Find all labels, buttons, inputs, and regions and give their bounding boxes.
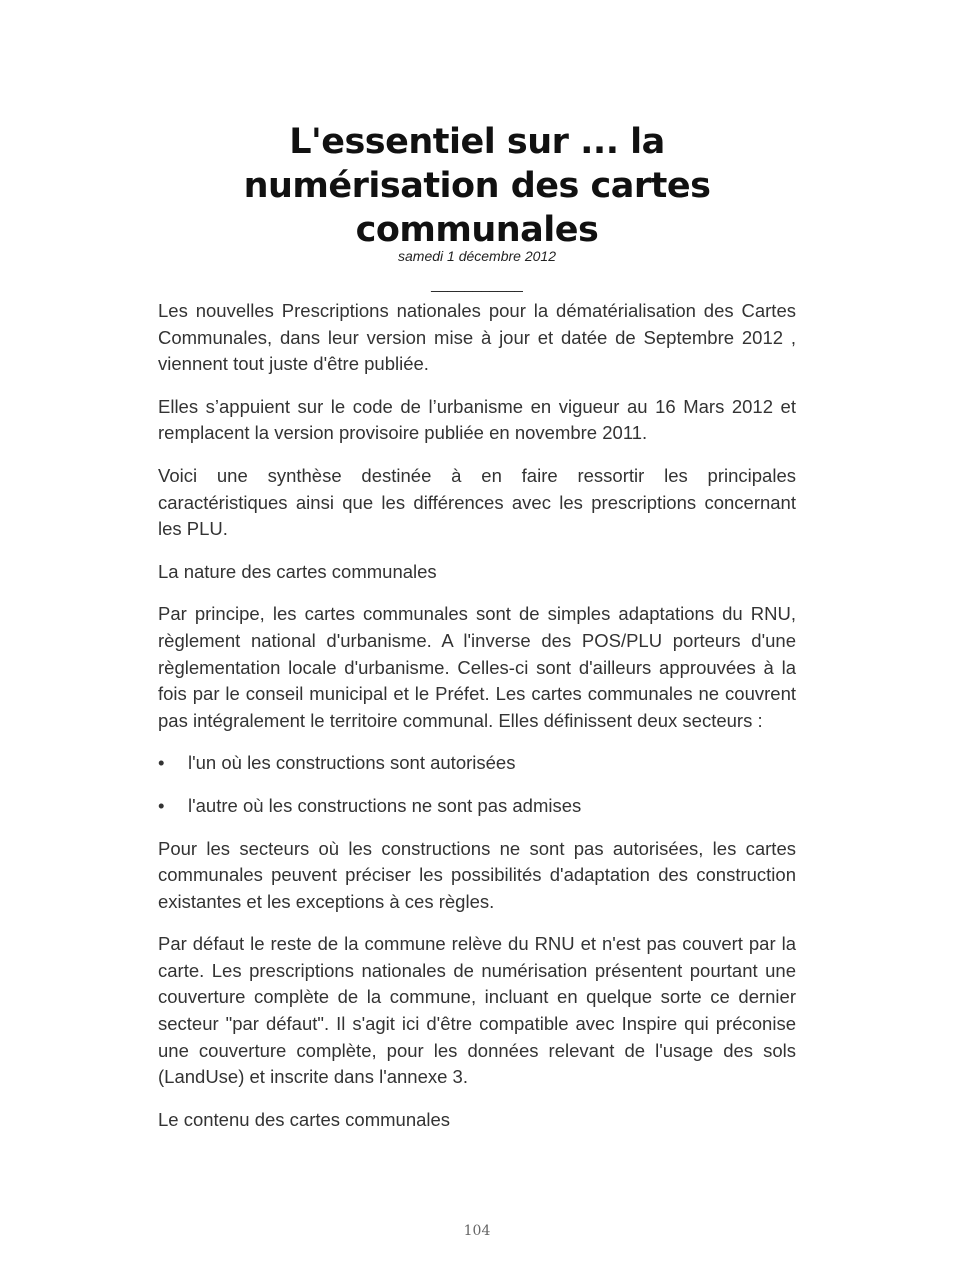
paragraph-synthese: Voici une synthèse destinée à en faire ressortir les principales caractéristiques ainsi que les différences avec les prescriptions concernant les PLU. xyxy=(158,464,796,540)
page-number: 104 xyxy=(463,1223,491,1239)
title-separator: ___________ xyxy=(431,276,523,293)
bullet-icon: • xyxy=(158,752,165,774)
page-title: L'essentiel sur ... la numérisation des cartes communales xyxy=(243,122,711,250)
list-item xyxy=(158,793,796,820)
section-heading-nature: La nature des cartes communales xyxy=(158,560,437,582)
paragraph-defaut: Par défaut le reste de la commune relève du RNU et n'est pas couvert par la carte. Les prescriptions nationales de numérisation présentent pourtant une couverture complète de la commune, incluant en quelque sorte ce dernier secteur "par défaut". Il s'agit ici d'être compatible avec Inspire qui préconise une couverture complète, pour les données relevant de l'usage des sols (LandUse) et inscrite dans l'annexe 3. xyxy=(158,933,796,1088)
section-heading-contenu: Le contenu des cartes communales xyxy=(158,1108,451,1130)
paragraph-intro: Les nouvelles Prescriptions nationales pour la dématérialisation des Cartes Communales, dans leur version mise à jour et datée de Septembre 2012 , viennent tout juste d'être publiée. xyxy=(158,300,796,375)
bullet-icon: • xyxy=(158,794,165,816)
paragraph-principe: Par principe, les cartes communales sont de simples adaptations du RNU, règlement national d'urbanisme. A l'inverse des POS/PLU porteurs d'une règlementation locale d'urbanisme. Celles-ci sont d'ailleurs approuvées à la fois par le conseil municipal et le Préfet. Les cartes communales ne couvrent pas intégralement le territoire communal. Elles définissent deux secteurs : xyxy=(158,603,796,731)
list-item-text: l'autre où les constructions ne sont pas admises xyxy=(188,794,582,816)
paragraph-secteurs: Pour les secteurs où les constructions ne sont pas autorisées, les cartes communales peuvent préciser les possibilités d'adaptation des construction existantes et les exceptions à ces règles. xyxy=(158,837,796,912)
publication-date: samedi 1 décembre 2012 xyxy=(398,248,556,264)
sector-list xyxy=(158,750,796,819)
list-item xyxy=(158,750,796,777)
list-item-text: l'un où les constructions sont autorisées xyxy=(188,752,516,774)
document-page xyxy=(158,120,796,1149)
paragraph-code-urbanisme: Elles s’appuient sur le code de l’urbanisme en vigueur au 16 Mars 2012 et remplacent la version provisoire publiée en novembre 2011. xyxy=(158,395,796,444)
